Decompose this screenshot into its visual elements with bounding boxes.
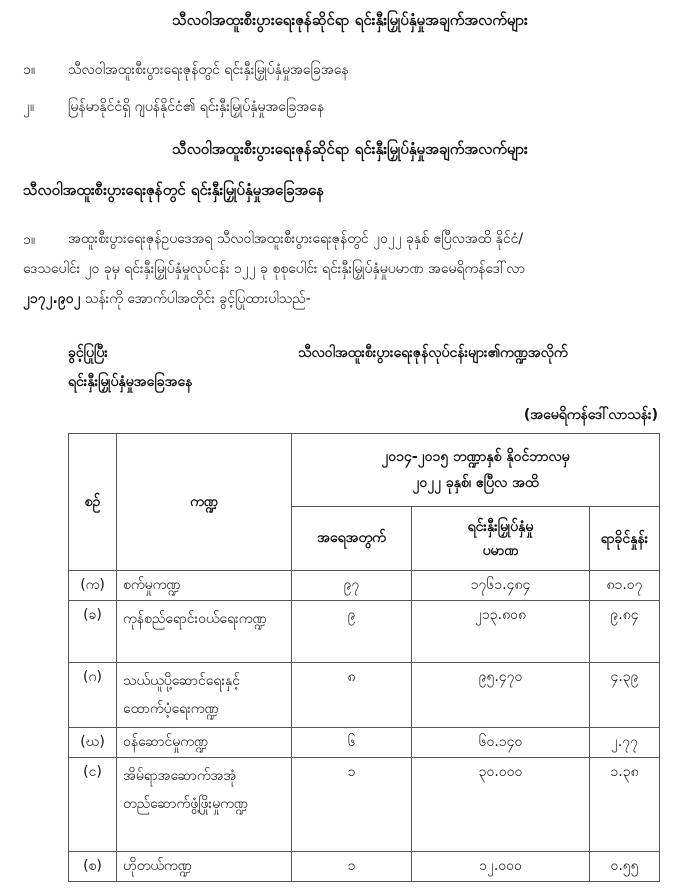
row-no: (ဂ) [69, 663, 117, 728]
table-row [69, 571, 660, 601]
row-sector: ကုန်စည်ရောင်းဝယ်ရေးကဏ္ဍ [117, 601, 292, 663]
table-row [69, 852, 660, 882]
row-amount: ၆၀.၁၄၀ [412, 728, 590, 758]
row-sector: ဝန်ဆောင်မှုကဏ္ဍ [117, 728, 292, 758]
row-sector: သယ်ယူပို့ဆောင်ရေးနှင့်ထောက်ပံ့ရေးကဏ္ဍ [117, 663, 292, 728]
header-sector: ကဏ္ဍ [117, 434, 292, 571]
header-period-line-2: ၂၀၂၂ ခုနှစ်၊ ဧပြီလ အထိ [412, 475, 539, 491]
row-count: ၁ [292, 852, 412, 882]
row-sector: စက်မှုကဏ္ဍ [117, 571, 292, 601]
header-count: အရေအတွက် [292, 507, 412, 571]
unit-label: (အမေရိကန်ဒေါ်လာသန်း) [523, 407, 658, 423]
row-no: (က) [69, 571, 117, 601]
header-amount-line-1: ရင်းနှီးမြှုပ်နှံမှု [467, 518, 534, 535]
row-amount: ၁၇၆၁.၄၈၄ [412, 571, 590, 601]
section-heading: သီလဝါအထူးစီးပွားရေးဇုန်ဆိုင်ရာ ရင်းနှီးမြှုပ်နှံမှုအချက်အလက်များ [172, 140, 528, 158]
caption-right: သီလဝါအထူးစီးပွားရေးဇုန်လုပ်ငန်းများ၏ကဏ္ဍအလိုက် [298, 345, 568, 361]
header-period [292, 434, 660, 507]
total-investment-amount: ၂၁၇၂.၉၀၂ [23, 291, 81, 307]
row-amount: ၃၀.၀၀၀ [412, 758, 590, 852]
row-percent: ၁.၃၈ [590, 758, 660, 852]
caption-left-2: ရင်းနှီးမြှုပ်နှံမှုအခြေအနေ [68, 374, 193, 390]
contents-item-1: သီလဝါအထူးစီးပွားရေးဇုန်တွင် ရင်းနှီးမြှုပ်နှံမှုအခြေအနေ [68, 62, 349, 78]
row-percent: ၉.၈၄ [590, 601, 660, 663]
row-percent: ၄.၃၉ [590, 663, 660, 728]
row-percent: ၂.၇၇ [590, 728, 660, 758]
paragraph-line-3 [23, 284, 311, 314]
row-amount: ၂၁၃.၈၀၈ [412, 601, 590, 663]
row-sector: ဟိုတယ်ကဏ္ဍ [117, 852, 292, 882]
investment-table [68, 433, 660, 882]
row-no: (ခ) [69, 601, 117, 663]
row-amount: ၉၅.၄၇၀ [412, 663, 590, 728]
row-count: ၉၇ [292, 571, 412, 601]
row-no: (စ) [69, 852, 117, 882]
caption-left-1: ခွင့်ပြုပြီး [68, 345, 108, 361]
header-amount-line-2: ပမာဏ [482, 542, 519, 559]
paragraph-number: ၁။ [23, 232, 36, 248]
row-no: (ဃ) [69, 728, 117, 758]
main-heading: သီလဝါအထူးစီးပွားရေးဇုန်ဆိုင်ရာ ရင်းနှီးမြှုပ်နှံမှုအချက်အလက်များ [172, 11, 528, 29]
row-percent: ၈၁.၀၇ [590, 571, 660, 601]
header-no: စဉ် [69, 434, 117, 571]
table-row [69, 758, 660, 852]
row-sector: အိမ်ရာအဆောက်အအုံတည်ဆောက်ဖွံ့ဖြိုးမှုကဏ္ဍ [117, 758, 292, 852]
row-no: (င) [69, 758, 117, 852]
row-count: ၁ [292, 758, 412, 852]
row-count: ၆ [292, 728, 412, 758]
paragraph-line-1: အထူးစီးပွားရေးဇုန်ဥပဒေအရ သီလဝါအထူးစီးပွားရေးဇုန်တွင် ၂၀၂၂ ခုနှစ် ဧပြီလအထိ နိုင်ငံ/ [68, 231, 524, 247]
contents-number-2: ၂။ [23, 99, 35, 115]
contents-number-1: ၁။ [23, 62, 36, 78]
row-percent: ၀.၅၅ [590, 852, 660, 882]
paragraph-line-3-text: သန်းကို အောက်ပါအတိုင်း ခွင့်ပြုထားပါသည်- [80, 291, 311, 307]
table-row [69, 728, 660, 758]
header-amount [412, 507, 590, 571]
contents-item-2: မြန်မာနိုင်ငံရှိ ဂျပန်နိုင်ငံ၏ ရင်းနှီးမြှုပ်နှံမှုအခြေအနေ [68, 99, 325, 115]
row-count: ၈ [292, 663, 412, 728]
table-row [69, 601, 660, 663]
row-count: ၉ [292, 601, 412, 663]
row-amount: ၁၂.၀၀၀ [412, 852, 590, 882]
header-period-line-1: ၂၀၁၄-၂၀၁၅ ဘဏ္ဍာနှစ် နိုဝင်ဘာလမှ [381, 449, 570, 465]
paragraph-line-2: ဒေသပေါင်း ၂၀ ခုမှ ရင်းနှီးမြှုပ်နှံမှုလုပ်ငန်း ၁၂၂ ခု စုစုပေါင်း ရင်းနှီးမြှုပ်နှံမှုပမာဏ အမေရိကန်ဒေါ်လာ [23, 261, 525, 277]
header-percent: ရာခိုင်နှုန်း [590, 507, 660, 571]
table-row [69, 663, 660, 728]
section-title: သီလဝါအထူးစီးပွားရေးဇုန်တွင် ရင်းနှီးမြှုပ်နှံမှုအခြေအနေ [23, 181, 325, 199]
